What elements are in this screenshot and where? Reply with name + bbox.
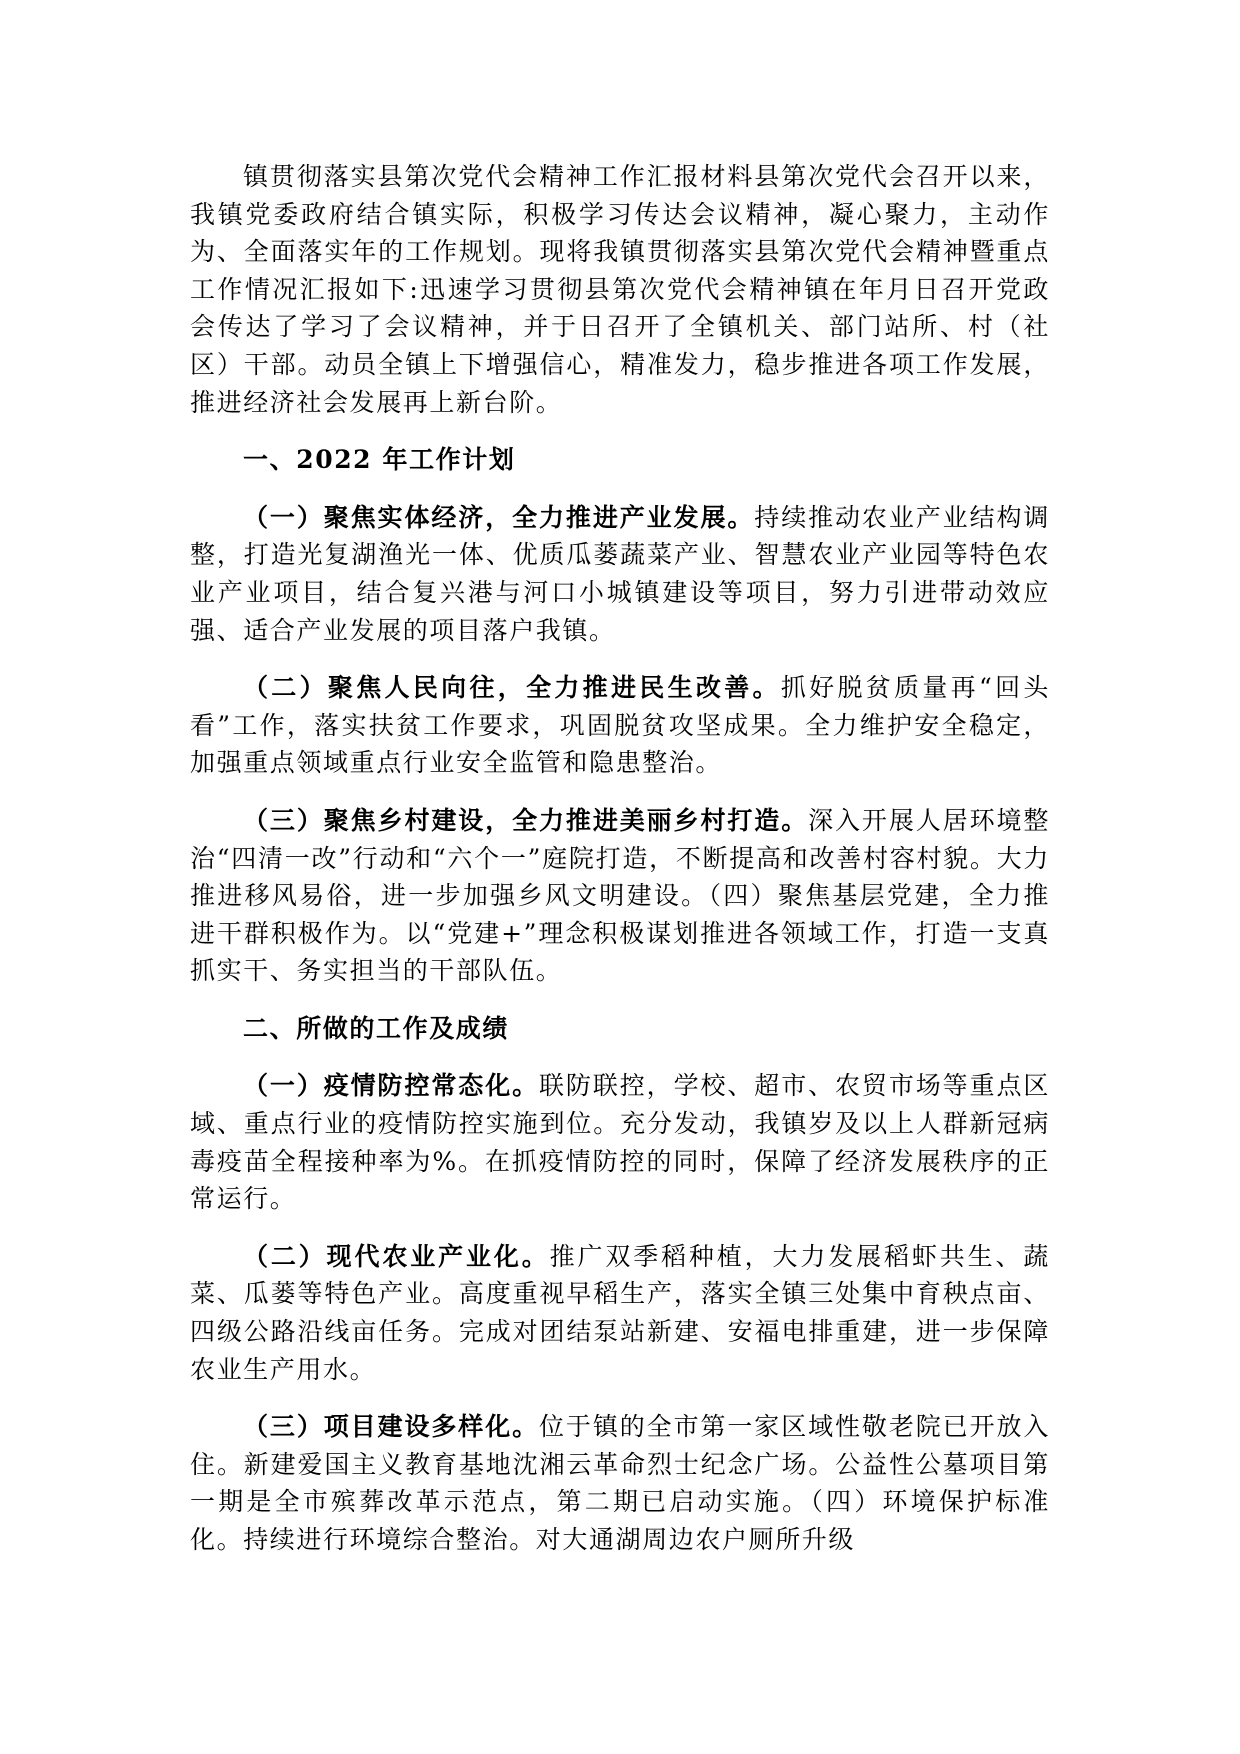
achievement-item-3 (190, 1408, 1050, 1558)
item-lead: （三）项目建设多样化。 (243, 1412, 540, 1442)
work-plan-item-3 (190, 802, 1050, 990)
item-text: 位于镇的全市第一家区域性敬老院已开放入住。新建爱国主义教育基地沈湘云革命烈士纪念广场。公益性公墓项目第一期是全市殡葬改革示范点，第二期已启动实施。（四）环境保护标准化。持续进行环境综合整治。对大通湖周边农户厕所升级 (190, 1412, 1050, 1554)
item-lead: （一）聚焦实体经济，全力推进产业发展。 (243, 502, 755, 532)
document-page (190, 158, 1050, 1579)
item-lead: （一）疫情防控常态化。 (243, 1071, 540, 1101)
item-text: 联防联控，学校、超市、农贸市场等重点区域、重点行业的疫情防控实施到位。充分发动，我镇岁及以上人群新冠病毒疫苗全程接种率为%。在抓疫情防控的同时，保障了经济发展秩序的正常运行。 (190, 1071, 1050, 1214)
section-heading-work-plan: 一、2022 年工作计划 (243, 445, 516, 475)
achievement-item-2 (190, 1238, 1050, 1388)
achievement-item-1 (190, 1067, 1050, 1217)
item-lead: （二）现代农业产业化。 (243, 1241, 550, 1271)
work-plan-item-2 (190, 669, 1050, 782)
item-text: 持续推动农业产业结构调整，打造光复湖渔光一体、优质瓜蒌蔬菜产业、智慧农业产业园等特色农业产业项目，结合复兴港与河口小城镇建设等项目，努力引进带动效应强、适合产业发展的项目落户我镇。 (190, 502, 1050, 645)
item-lead: （二）聚焦人民向往，全力推进民生改善。 (243, 673, 781, 703)
intro-paragraph: 镇贯彻落实县第次党代会精神工作汇报材料县第次党代会召开以来，我镇党委政府结合镇实际，积极学习传达会议精神，凝心聚力，主动作为、全面落实年的工作规划。现将我镇贯彻落实县第次党代会精神暨重点工作情况汇报如下:迅速学习贯彻县第次党代会精神镇在年月日召开党政会传达了学习了会议精神，并于日召开了全镇机关、部门站所、村（社区）干部。动员全镇上下增强信心，精准发力，稳步推进各项工作发展，推进经济社会发展再上新台阶。 (190, 162, 1050, 417)
item-text: 推广双季稻种植，大力发展稻虾共生、蔬菜、瓜蒌等特色产业。高度重视早稻生产，落实全镇三处集中育秧点亩、四级公路沿线亩任务。完成对团结泵站新建、安福电排重建，进一步保障农业生产用水。 (190, 1241, 1050, 1384)
item-lead: （三）聚焦乡村建设，全力推进美丽乡村打造。 (243, 805, 809, 835)
work-plan-item-1 (190, 499, 1050, 649)
item-text: 抓好脱贫质量再“回头看”工作，落实扶贫工作要求，巩固脱贫攻坚成果。全力维护安全稳定，加强重点领域重点行业安全监管和隐患整治。 (190, 673, 1050, 778)
item-text: 深入开展人居环境整治“四清一改”行动和“六个一”庭院打造，不断提高和改善村容村貌。大力推进移风易俗，进一步加强乡风文明建设。（四）聚焦基层党建，全力推进干群积极作为。以“党建+”理念积极谋划推进各领域工作，打造一支真抓实干、务实担当的干部队伍。 (190, 805, 1050, 986)
section-heading-achievements: 二、所做的工作及成绩 (243, 1013, 510, 1043)
